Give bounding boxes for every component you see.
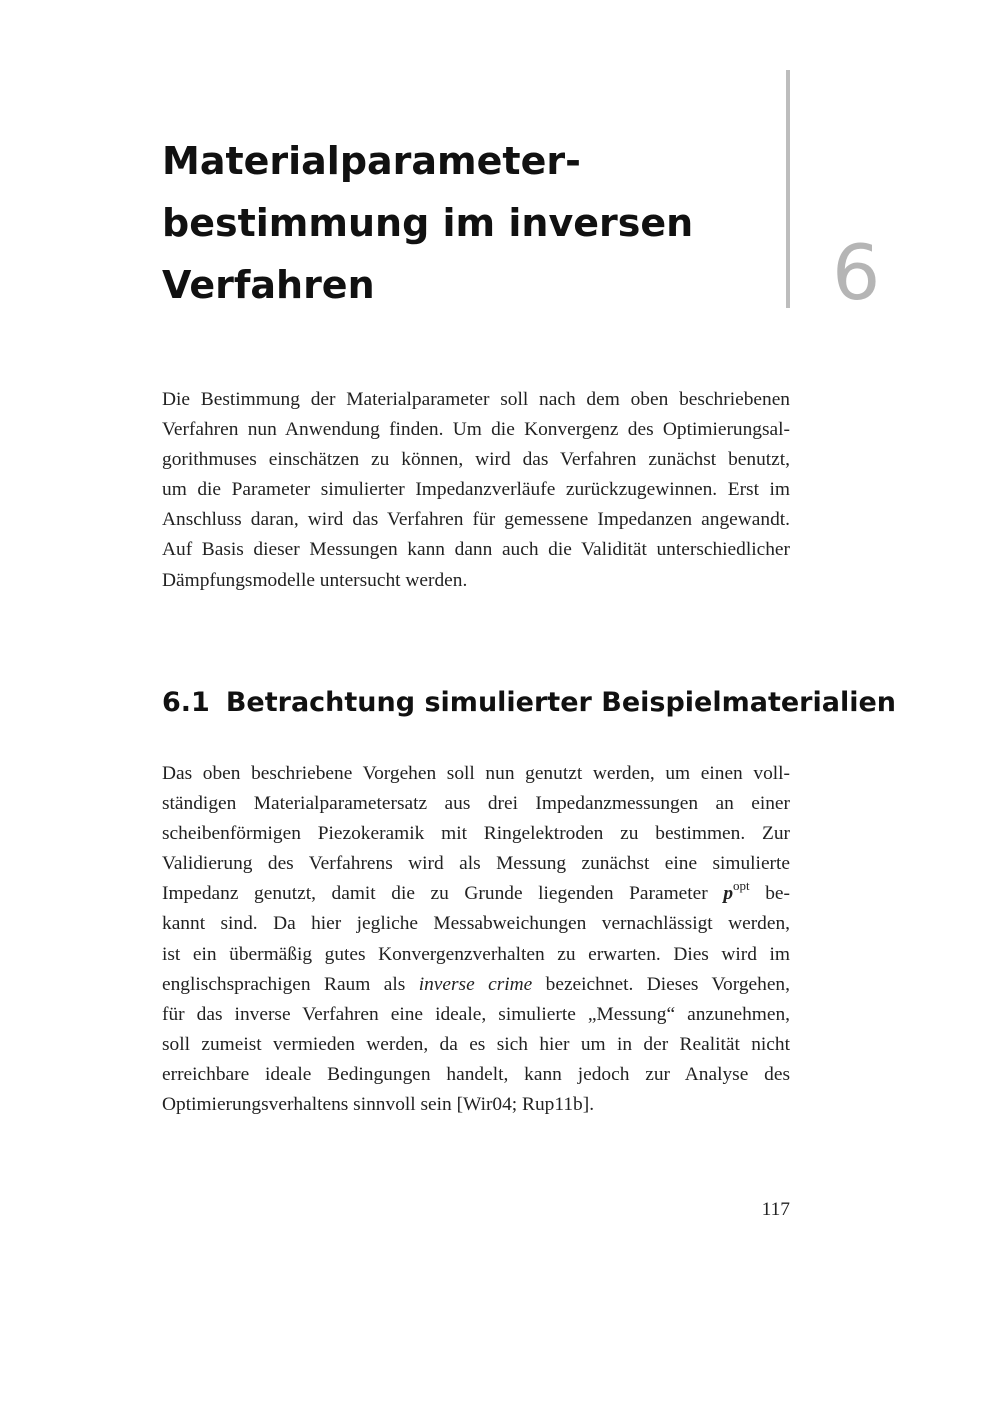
parameter-superscript: opt [733,877,750,893]
text-line-with-emphasis [162,970,790,1000]
text-line-with-symbol [162,879,790,909]
chapter-title [162,130,762,316]
intro-paragraph [162,385,790,596]
text-line: Die Bestimmung der Materialparameter soll nach dem oben beschriebenen [162,389,790,410]
section-number: 6.1 [162,687,210,718]
text-line: kannt sind. Da hier jegliche Messabweichungen vernachlässigt werden, [162,913,790,935]
text-line: Anschluss daran, wird das Verfahren für gemessene Impedanzen angewandt. [162,509,790,531]
text-line: ist ein übermäßig gutes Konvergenzverhalten zu erwarten. Dies wird im [162,943,790,965]
section-heading [162,684,897,722]
text-line: Dämpfungsmodelle untersucht werden. [162,569,468,591]
chapter-title-line: Materialparameter- [162,139,581,183]
text-line: Auf Basis dieser Messungen kann dann auch die Validität unterschiedlicher [162,539,790,561]
text-line: soll zumeist vermieden werden, da es sich hier um in der Realität nicht [162,1033,790,1055]
chapter-title-line: bestimmung im inversen [162,201,694,245]
text-line: erreichbare ideale Bedingungen handelt, kann jedoch zur Analyse des [162,1063,790,1085]
text-line: scheibenförmigen Piezokeramik mit Ringelektroden zu bestimmen. Zur [162,823,790,845]
text-line: Verfahren nun Anwendung finden. Um die Konvergenz des Optimierungsal- [162,419,790,441]
chapter-number: 6 [832,228,881,317]
text-line: Optimierungsverhaltens sinnvoll sein [Wir04; Rup11b]. [162,1094,595,1116]
chapter-title-line: Verfahren [162,263,375,307]
page-number: 117 [761,1199,790,1220]
text-line: ständigen Materialparametersatz aus drei Impedanzmessungen an einer [162,793,790,815]
text-line: um die Parameter simulierter Impedanzverläufe zurückzugewinnen. Erst im [162,479,790,501]
emphasized-term: inverse crime [418,973,533,995]
section-paragraph [162,759,790,1120]
text-segment: Impedanz genutzt, damit die zu Grunde liegenden Parameter [162,883,708,905]
text-segment: englischsprachigen Raum als [162,973,406,995]
text-line: Validierung des Verfahrens wird als Messung zunächst eine simulierte [162,853,790,875]
section-title: Betrachtung simulierter Beispielmaterialien [225,687,897,718]
chapter-divider [786,70,790,308]
parameter-symbol: p [723,883,734,905]
text-segment: be- [765,883,790,905]
text-line: gorithmuses einschätzen zu können, wird das Verfahren zunächst benutzt, [162,449,790,471]
text-line: Das oben beschriebene Vorgehen soll nun genutzt werden, um einen voll- [162,763,790,784]
text-line: für das inverse Verfahren eine ideale, simulierte „Messung“ anzunehmen, [162,1003,790,1025]
text-segment: bezeichnet. Dieses Vorgehen, [545,973,790,995]
